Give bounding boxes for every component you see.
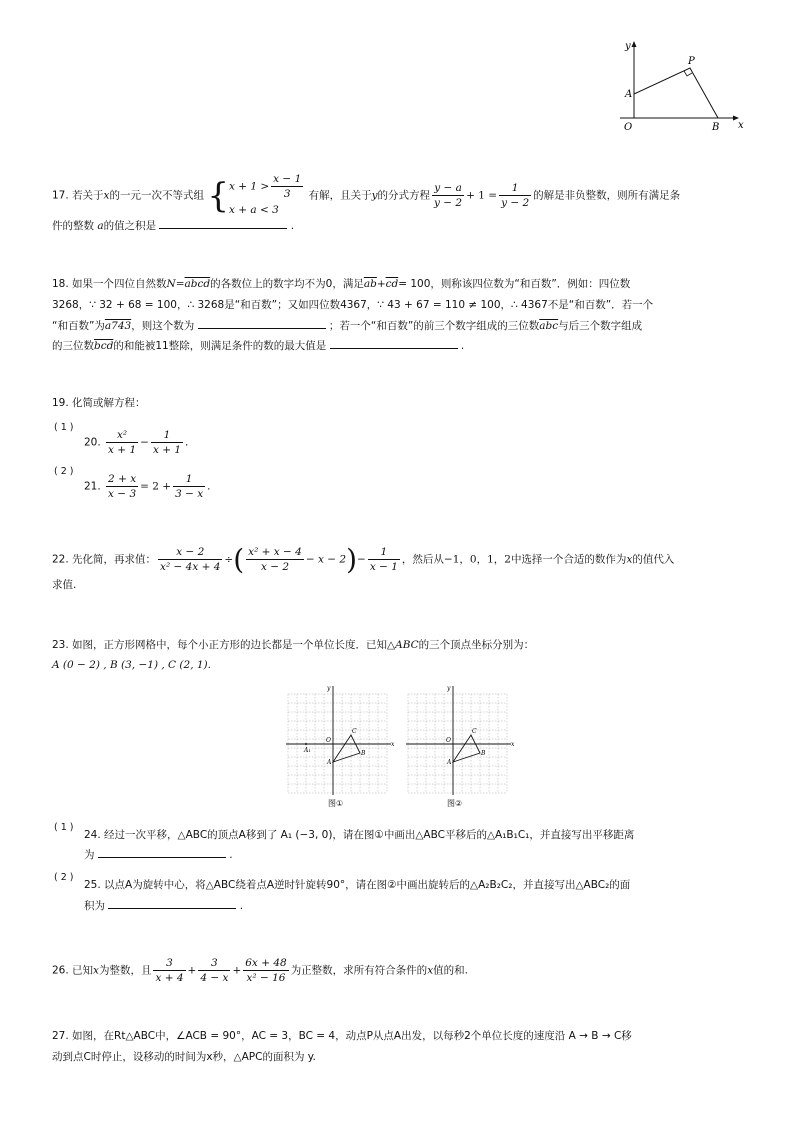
question-23-coords: A (0 − 2) , B (3, −1) , C (2, 1). [52,659,211,671]
label-y: y [447,685,451,692]
fig-label-y: y [625,41,631,52]
question-24-line2: 为 . [84,845,784,865]
question-22: 22. 先化简，再求值： $\frac{x - 2}{\text{x² − 4x + 4}}$ ÷( $\frac{\text{x² + x − 4}}{x - 2}$ − x − 2)− $\frac{1}{x - 1}$ ，然后从−1，0，1，2中选择一个合适的数作为x的值代入 [52,543,675,576]
q17-number: 17. [52,189,69,202]
question-27: 27. 如图，在Rt△ABC中，∠ACB = 90°，AC = 3，BC = 4，动点P从点A出发，以每秒2个单位长度的速度沿 A → B → C移 [52,1030,632,1042]
label-x: x [391,741,395,748]
grid-figure-1 [283,680,395,810]
question-18-line4: 的三位数$\overline{bcd}$的和能被11整除，则满足条件的数的最大值是 . [52,336,752,356]
label-B: B [361,750,366,757]
answer-blank-18b[interactable] [330,336,458,349]
label-C: C [352,728,357,735]
question-22-line2: 求值. [52,579,77,591]
label-x: x [511,741,515,748]
answer-blank-17[interactable] [159,216,287,229]
question-17: 17. 若关于x的一元一次不等式组 { x + 1 > $\frac{x - 1}{3}$ x + a < 3 有解，且关于y的分式方程 $\frac{y - a}{y - 2}$ + 1 = $\frac{1}{y - 2}$ 的解是非负整数，则所有满足条 [52,172,752,219]
question-24: 24. 经过一次平移，△ABC的顶点A移到了 A₁ (−3, 0)，请在图①中画出△ABC平移后的△A₁B₁C₁，并直接写出平移距离 [84,829,635,841]
answer-blank-24[interactable] [98,845,226,858]
question-25-line2: 积为 . [84,896,784,916]
fig-label-P: P [688,56,695,67]
fig-label-x: x [738,120,744,131]
question-25: 25. 以点A为旋转中心，将△ABC绕着点A逆时针旋转90°，请在图②中画出旋转后的△A₂B₂C₂，并直接写出△ABC₂的面 [84,879,631,891]
question-18-line3: “和百数”为a743，则这个数为 ；若一个“和百数”的前三个数字组成的三位数$\overline{abc}$与后三个数字组成 [52,316,752,336]
question-17-line2: 件的整数 a的值之积是 . [52,216,752,236]
label-A: A [447,759,452,766]
label-A1: A₁ [304,747,311,754]
grid-figure-2 [403,680,515,810]
question-21: 21. $\frac{2 + x}{x - 3}$ = 2 + $\frac{1}{3 - x}$ . [84,473,211,500]
question-26: 26. 已知x为整数，且 $\frac{3}{x + 4}$ + $\frac{3}{4 - x}$ + $\frac{6x + 48}{\text{x² − 16}}$ 为正整数，求所有符合条件的x值的和. [52,957,468,984]
point-a1 [305,743,307,745]
answer-blank-25[interactable] [108,896,236,909]
label-y: y [327,685,331,692]
question-19: 19. 化简或解方程： [52,397,146,409]
part-label-2b: ( 2 ) [54,872,74,883]
label-A: A [327,759,332,766]
inequality-system: x + 1 > $\frac{x - 1}{3}$ x + a < 3 [228,173,302,216]
label-O: O [446,737,451,744]
part-label-1b: ( 1 ) [54,822,74,833]
label-O: O [326,737,331,744]
answer-blank-18a[interactable] [198,316,326,329]
part-label-2: ( 2 ) [54,466,74,477]
question-18-line2: 3268，∵ 32 + 68 = 100，∴ 3268是“和百数”；又如四位数4367，∵ 43 + 67 = 110 ≠ 100，∴ 4367不是“和百数”．若一个 [52,299,654,311]
question-23: 23. 如图，正方形网格中，每个小正方形的边长都是一个单位长度．已知△ABC的三个顶点坐标分别为： [52,639,535,651]
top-figure [612,38,747,138]
fig-label-O: O [624,122,633,133]
system-brace: { [207,175,229,216]
part-label-1: ( 1 ) [54,422,74,433]
question-27-line2: 动到点C时停止，设移动的时间为x秒，△APC的面积为 y. [52,1051,316,1063]
fig1-caption: 图① [328,799,344,808]
question-20: 20. $\frac{\text{x²}}{x + 1}$ − $\frac{1}{x + 1}$ . [84,429,189,456]
fig-label-B: B [712,122,720,133]
fig2-caption: 图② [447,799,463,808]
label-B: B [481,750,486,757]
fig-label-A: A [625,89,633,100]
question-18: 18. 如果一个四位自然数N=abcd的各数位上的数字均不为0，满足$\overline{ab}+\overline{cd}= 100$，则称该四位数为“和百数”．例如：四位数 [52,278,631,290]
label-C: C [472,728,477,735]
